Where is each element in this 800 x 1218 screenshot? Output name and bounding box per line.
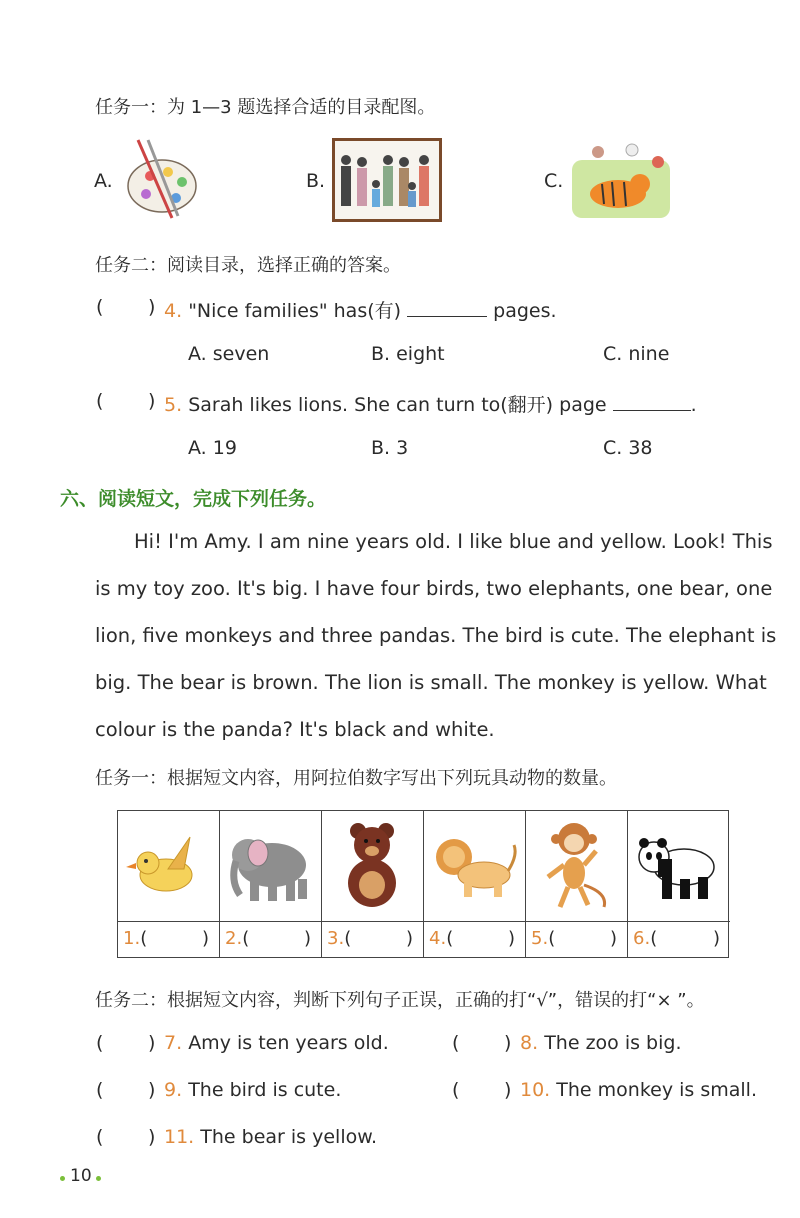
passage-line-4: big. The bear is brown. The lion is small. The monkey is yellow. What — [95, 671, 767, 694]
passage-line-2: is my toy zoo. It's big. I have four birds, two elephants, one bear, one — [95, 577, 773, 600]
animal-label-6-close: ) — [712, 928, 720, 949]
animal-cell-lion — [424, 811, 526, 921]
animal-label-4-open: ( — [446, 928, 454, 949]
animal-label-4-number: 4. — [429, 928, 447, 949]
q10-number: 10. — [520, 1079, 551, 1101]
judgement-9 — [164, 1079, 341, 1101]
family-photo-icon — [332, 138, 442, 222]
animal-label-6[interactable] — [628, 921, 730, 957]
animal-label-6-number: 6. — [633, 928, 651, 949]
animal-label-6-open: ( — [650, 928, 658, 949]
option-a-letter: A. — [94, 170, 113, 192]
judgement-7 — [164, 1032, 389, 1054]
q7-text: Amy is ten years old. — [188, 1032, 389, 1054]
q5-paren-close: ) — [148, 390, 156, 412]
passage-line-1: Hi! I'm Amy. I am nine years old. I like blue and yellow. Look! This — [134, 530, 773, 553]
section6-task2-instruction: 任务二：根据短文内容，判断下列句子正误，正确的打“√”，错误的打“× ”。 — [95, 990, 705, 1011]
q11-paren-open[interactable]: ( — [96, 1126, 104, 1148]
q5-number: 5. — [164, 394, 183, 416]
task2-instruction: 任务二：阅读目录，选择正确的答案。 — [95, 255, 401, 276]
q7-paren-open[interactable]: ( — [96, 1032, 104, 1054]
q4-option-b: B. eight — [371, 343, 445, 365]
animal-label-3[interactable] — [322, 921, 424, 957]
animal-cell-monkey — [526, 811, 628, 921]
q9-text: The bird is cute. — [188, 1079, 342, 1101]
q10-paren-open[interactable]: ( — [452, 1079, 460, 1101]
passage-line-5: colour is the panda? It's black and white. — [95, 718, 495, 741]
elephant-icon — [220, 811, 320, 919]
q5-blank[interactable] — [613, 410, 691, 411]
panda-icon — [628, 811, 728, 919]
animal-label-4-close: ) — [507, 928, 515, 949]
q5-text-before: Sarah likes lions. She can turn to(翻开) page — [188, 394, 607, 416]
q5-paren-open: ( — [96, 390, 104, 412]
footer-dot-left-icon — [60, 1176, 65, 1181]
q4-blank[interactable] — [407, 316, 487, 317]
lion-icon — [424, 811, 524, 919]
paint-palette-icon — [124, 138, 202, 222]
animal-label-2[interactable] — [220, 921, 322, 957]
q11-paren-close: ) — [148, 1126, 156, 1148]
q8-paren-open[interactable]: ( — [452, 1032, 460, 1054]
q9-paren-open[interactable]: ( — [96, 1079, 104, 1101]
animal-cell-panda — [628, 811, 730, 921]
q4-text-after: pages. — [493, 300, 557, 322]
judgement-10 — [520, 1079, 757, 1101]
q4-paren-close: ) — [148, 296, 156, 318]
q7-number: 7. — [164, 1032, 183, 1054]
bird-icon — [118, 811, 218, 919]
section6-title: 六、阅读短文，完成下列任务。 — [60, 488, 327, 510]
q4-option-c: C. nine — [603, 343, 670, 365]
q5-text-after: . — [690, 394, 697, 416]
q10-text: The monkey is small. — [556, 1079, 757, 1101]
animal-label-3-close: ) — [405, 928, 413, 949]
animal-label-5-number: 5. — [531, 928, 549, 949]
q11-text: The bear is yellow. — [200, 1126, 378, 1148]
q5-option-b: B. 3 — [371, 437, 409, 459]
q8-number: 8. — [520, 1032, 539, 1054]
q4-option-a: A. seven — [188, 343, 270, 365]
passage-line-3: lion, five monkeys and three pandas. The bird is cute. The elephant is — [95, 624, 777, 647]
animal-label-1-number: 1. — [123, 928, 141, 949]
judgement-8 — [520, 1032, 681, 1054]
monkey-icon — [526, 811, 626, 919]
animal-label-4[interactable] — [424, 921, 526, 957]
task1-instruction: 任务一：为 1—3 题选择合适的目录配图。 — [95, 97, 436, 118]
animal-label-3-open: ( — [344, 928, 352, 949]
animal-cell-bird — [118, 811, 220, 921]
tiger-and-animals-icon — [568, 140, 674, 220]
animal-label-1[interactable] — [118, 921, 220, 957]
q7-paren-close: ) — [148, 1032, 156, 1054]
animal-label-5-close: ) — [609, 928, 617, 949]
q9-number: 9. — [164, 1079, 183, 1101]
q11-number: 11. — [164, 1126, 195, 1148]
option-c-letter: C. — [544, 170, 564, 192]
animal-label-2-number: 2. — [225, 928, 243, 949]
page-number: 10 — [70, 1166, 92, 1186]
q5-option-c: C. 38 — [603, 437, 653, 459]
animal-cell-bear — [322, 811, 424, 921]
animal-label-5[interactable] — [526, 921, 628, 957]
q4-paren-open: ( — [96, 296, 104, 318]
q4-number: 4. — [164, 300, 183, 322]
section6-task1-instruction: 任务一：根据短文内容，用阿拉伯数字写出下列玩具动物的数量。 — [95, 768, 617, 789]
question-4 — [164, 296, 557, 323]
q10-paren-close: ) — [504, 1079, 512, 1101]
animal-label-1-open: ( — [140, 928, 148, 949]
bear-icon — [322, 811, 422, 919]
footer-dot-right-icon — [96, 1176, 101, 1181]
animal-count-table — [117, 810, 729, 958]
animal-label-3-number: 3. — [327, 928, 345, 949]
animal-label-5-open: ( — [548, 928, 556, 949]
judgement-11 — [164, 1126, 377, 1148]
q8-paren-close: ) — [504, 1032, 512, 1054]
animal-label-1-close: ) — [201, 928, 209, 949]
animal-label-2-close: ) — [303, 928, 311, 949]
animal-label-2-open: ( — [242, 928, 250, 949]
q9-paren-close: ) — [148, 1079, 156, 1101]
question-5 — [164, 390, 697, 417]
q8-text: The zoo is big. — [544, 1032, 682, 1054]
q4-text-before: "Nice families" has(有) — [188, 300, 402, 322]
option-b-letter: B. — [306, 170, 326, 192]
q5-option-a: A. 19 — [188, 437, 237, 459]
animal-cell-elephant — [220, 811, 322, 921]
